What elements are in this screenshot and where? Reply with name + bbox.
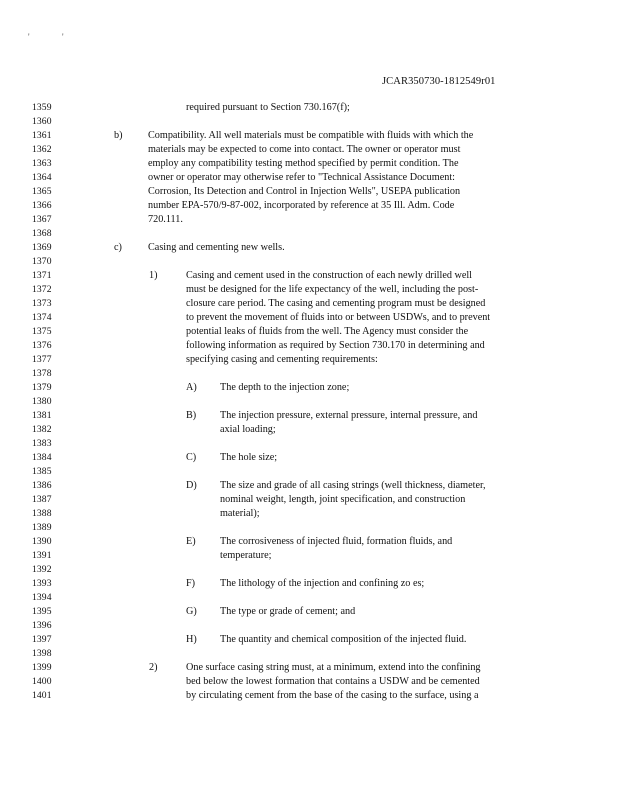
line-number: 1401 xyxy=(32,690,52,701)
section-label: c) xyxy=(114,242,122,253)
line-number: 1395 xyxy=(32,606,52,617)
doc-line xyxy=(0,101,618,114)
section-label: F) xyxy=(186,578,196,589)
line-text: 720.111. xyxy=(148,214,183,225)
doc-line xyxy=(0,591,618,604)
doc-line xyxy=(0,381,618,394)
line-number: 1364 xyxy=(32,172,52,183)
line-number: 1371 xyxy=(32,270,52,281)
doc-line xyxy=(0,661,618,674)
line-number: 1389 xyxy=(32,522,52,533)
line-text: The size and grade of all casing strings (well thickness, diameter, xyxy=(220,480,486,491)
doc-line xyxy=(0,255,618,268)
line-number: 1380 xyxy=(32,396,52,407)
line-number: 1384 xyxy=(32,452,52,463)
doc-line xyxy=(0,143,618,156)
section-label: E) xyxy=(186,536,196,547)
line-text: Casing and cementing new wells. xyxy=(148,242,285,253)
line-text: following information as required by Section 730.170 in determining and xyxy=(186,340,485,351)
document-id-header: JCAR350730-1812549r01 xyxy=(382,76,496,87)
doc-line xyxy=(0,437,618,450)
line-number: 1376 xyxy=(32,340,52,351)
line-text: axial loading; xyxy=(220,424,276,435)
doc-line xyxy=(0,171,618,184)
line-number: 1386 xyxy=(32,480,52,491)
doc-line xyxy=(0,465,618,478)
line-text: temperature; xyxy=(220,550,272,561)
doc-line xyxy=(0,493,618,506)
line-text: employ any compatibility testing method specified by permit condition. The xyxy=(148,158,459,169)
line-text: bed below the lowest formation that contains a USDW and be cemented xyxy=(186,676,480,687)
line-number: 1367 xyxy=(32,214,52,225)
scan-mark: ' xyxy=(28,32,30,42)
line-number: 1390 xyxy=(32,536,52,547)
line-number: 1394 xyxy=(32,592,52,603)
line-text: Compatibility. All well materials must be compatible with fluids with which the xyxy=(148,130,474,141)
doc-line xyxy=(0,619,618,632)
line-text: to prevent the movement of fluids into or between USDWs, and to prevent xyxy=(186,312,491,323)
doc-line xyxy=(0,199,618,212)
section-label: 2) xyxy=(149,662,158,673)
line-number: 1379 xyxy=(32,382,52,393)
doc-line xyxy=(0,129,618,142)
line-number: 1377 xyxy=(32,354,52,365)
line-text: required pursuant to Section 730.167(f); xyxy=(186,102,350,113)
line-number: 1369 xyxy=(32,242,52,253)
section-label: A) xyxy=(186,382,197,393)
line-text: Corrosion, Its Detection and Control in Injection Wells", USEPA publication xyxy=(148,186,461,197)
line-number: 1383 xyxy=(32,438,52,449)
section-label: C) xyxy=(186,452,197,463)
section-label: b) xyxy=(114,130,123,141)
line-number: 1396 xyxy=(32,620,52,631)
scan-mark: ' xyxy=(62,32,64,42)
doc-line xyxy=(0,633,618,646)
doc-line xyxy=(0,535,618,548)
doc-line xyxy=(0,647,618,660)
line-number: 1365 xyxy=(32,186,52,197)
doc-line xyxy=(0,311,618,324)
line-number: 1375 xyxy=(32,326,52,337)
line-text: by circulating cement from the base of the casing to the surface, using a xyxy=(186,690,479,701)
line-text: The depth to the injection zone; xyxy=(220,382,350,393)
line-number: 1362 xyxy=(32,144,52,155)
doc-line xyxy=(0,689,618,702)
doc-line xyxy=(0,339,618,352)
line-number: 1400 xyxy=(32,676,52,687)
doc-line xyxy=(0,563,618,576)
line-number: 1385 xyxy=(32,466,52,477)
section-label: 1) xyxy=(149,270,158,281)
line-text: The type or grade of cement; and xyxy=(220,606,356,617)
section-label: B) xyxy=(186,410,197,421)
doc-line xyxy=(0,577,618,590)
doc-line xyxy=(0,423,618,436)
doc-line xyxy=(0,241,618,254)
line-text: nominal weight, length, joint specification, and construction xyxy=(220,494,466,505)
doc-line xyxy=(0,297,618,310)
doc-line xyxy=(0,507,618,520)
doc-line xyxy=(0,115,618,128)
doc-line xyxy=(0,269,618,282)
line-text: The hole size; xyxy=(220,452,278,463)
line-text: Casing and cement used in the construction of each newly drilled well xyxy=(186,270,473,281)
line-text: closure care period. The casing and cementing program must be designed xyxy=(186,298,486,309)
doc-line xyxy=(0,353,618,366)
line-text: The injection pressure, external pressure, internal pressure, and xyxy=(220,410,478,421)
line-number: 1392 xyxy=(32,564,52,575)
doc-line xyxy=(0,409,618,422)
section-label: H) xyxy=(186,634,197,645)
line-text: potential leaks of fluids from the well. The Agency must consider the xyxy=(186,326,469,337)
line-text: The corrosiveness of injected fluid, formation fluids, and xyxy=(220,536,453,547)
line-number: 1361 xyxy=(32,130,52,141)
line-text: One surface casing string must, at a minimum, extend into the confining xyxy=(186,662,481,673)
line-text: owner or operator may otherwise refer to "Technical Assistance Document: xyxy=(148,172,455,183)
line-number: 1393 xyxy=(32,578,52,589)
line-number: 1372 xyxy=(32,284,52,295)
line-text: specifying casing and cementing requirements: xyxy=(186,354,378,365)
doc-line xyxy=(0,367,618,380)
doc-line xyxy=(0,185,618,198)
doc-line xyxy=(0,325,618,338)
line-text: material); xyxy=(220,508,260,519)
doc-line xyxy=(0,549,618,562)
doc-line xyxy=(0,213,618,226)
doc-line xyxy=(0,605,618,618)
line-number: 1378 xyxy=(32,368,52,379)
line-number: 1399 xyxy=(32,662,52,673)
line-text: number EPA-570/9-87-002, incorporated by reference at 35 Ill. Adm. Code xyxy=(148,200,455,211)
line-number: 1363 xyxy=(32,158,52,169)
line-number: 1388 xyxy=(32,508,52,519)
line-number: 1374 xyxy=(32,312,52,323)
doc-line xyxy=(0,227,618,240)
doc-line xyxy=(0,675,618,688)
line-number: 1381 xyxy=(32,410,52,421)
line-number: 1387 xyxy=(32,494,52,505)
doc-line xyxy=(0,283,618,296)
line-text: must be designed for the life expectancy of the well, including the post- xyxy=(186,284,479,295)
line-number: 1360 xyxy=(32,116,52,127)
doc-line xyxy=(0,479,618,492)
line-number: 1368 xyxy=(32,228,52,239)
line-number: 1359 xyxy=(32,102,52,113)
line-text: materials may be expected to come into contact. The owner or operator must xyxy=(148,144,461,155)
line-number: 1382 xyxy=(32,424,52,435)
doc-line xyxy=(0,451,618,464)
line-number: 1391 xyxy=(32,550,52,561)
doc-line xyxy=(0,395,618,408)
section-label: D) xyxy=(186,480,197,491)
line-text: The lithology of the injection and confining zo es; xyxy=(220,578,425,589)
line-number: 1398 xyxy=(32,648,52,659)
doc-line xyxy=(0,157,618,170)
section-label: G) xyxy=(186,606,197,617)
line-number: 1370 xyxy=(32,256,52,267)
line-number: 1366 xyxy=(32,200,52,211)
line-number: 1373 xyxy=(32,298,52,309)
line-number: 1397 xyxy=(32,634,52,645)
line-text: The quantity and chemical composition of the injected fluid. xyxy=(220,634,467,645)
doc-line xyxy=(0,521,618,534)
